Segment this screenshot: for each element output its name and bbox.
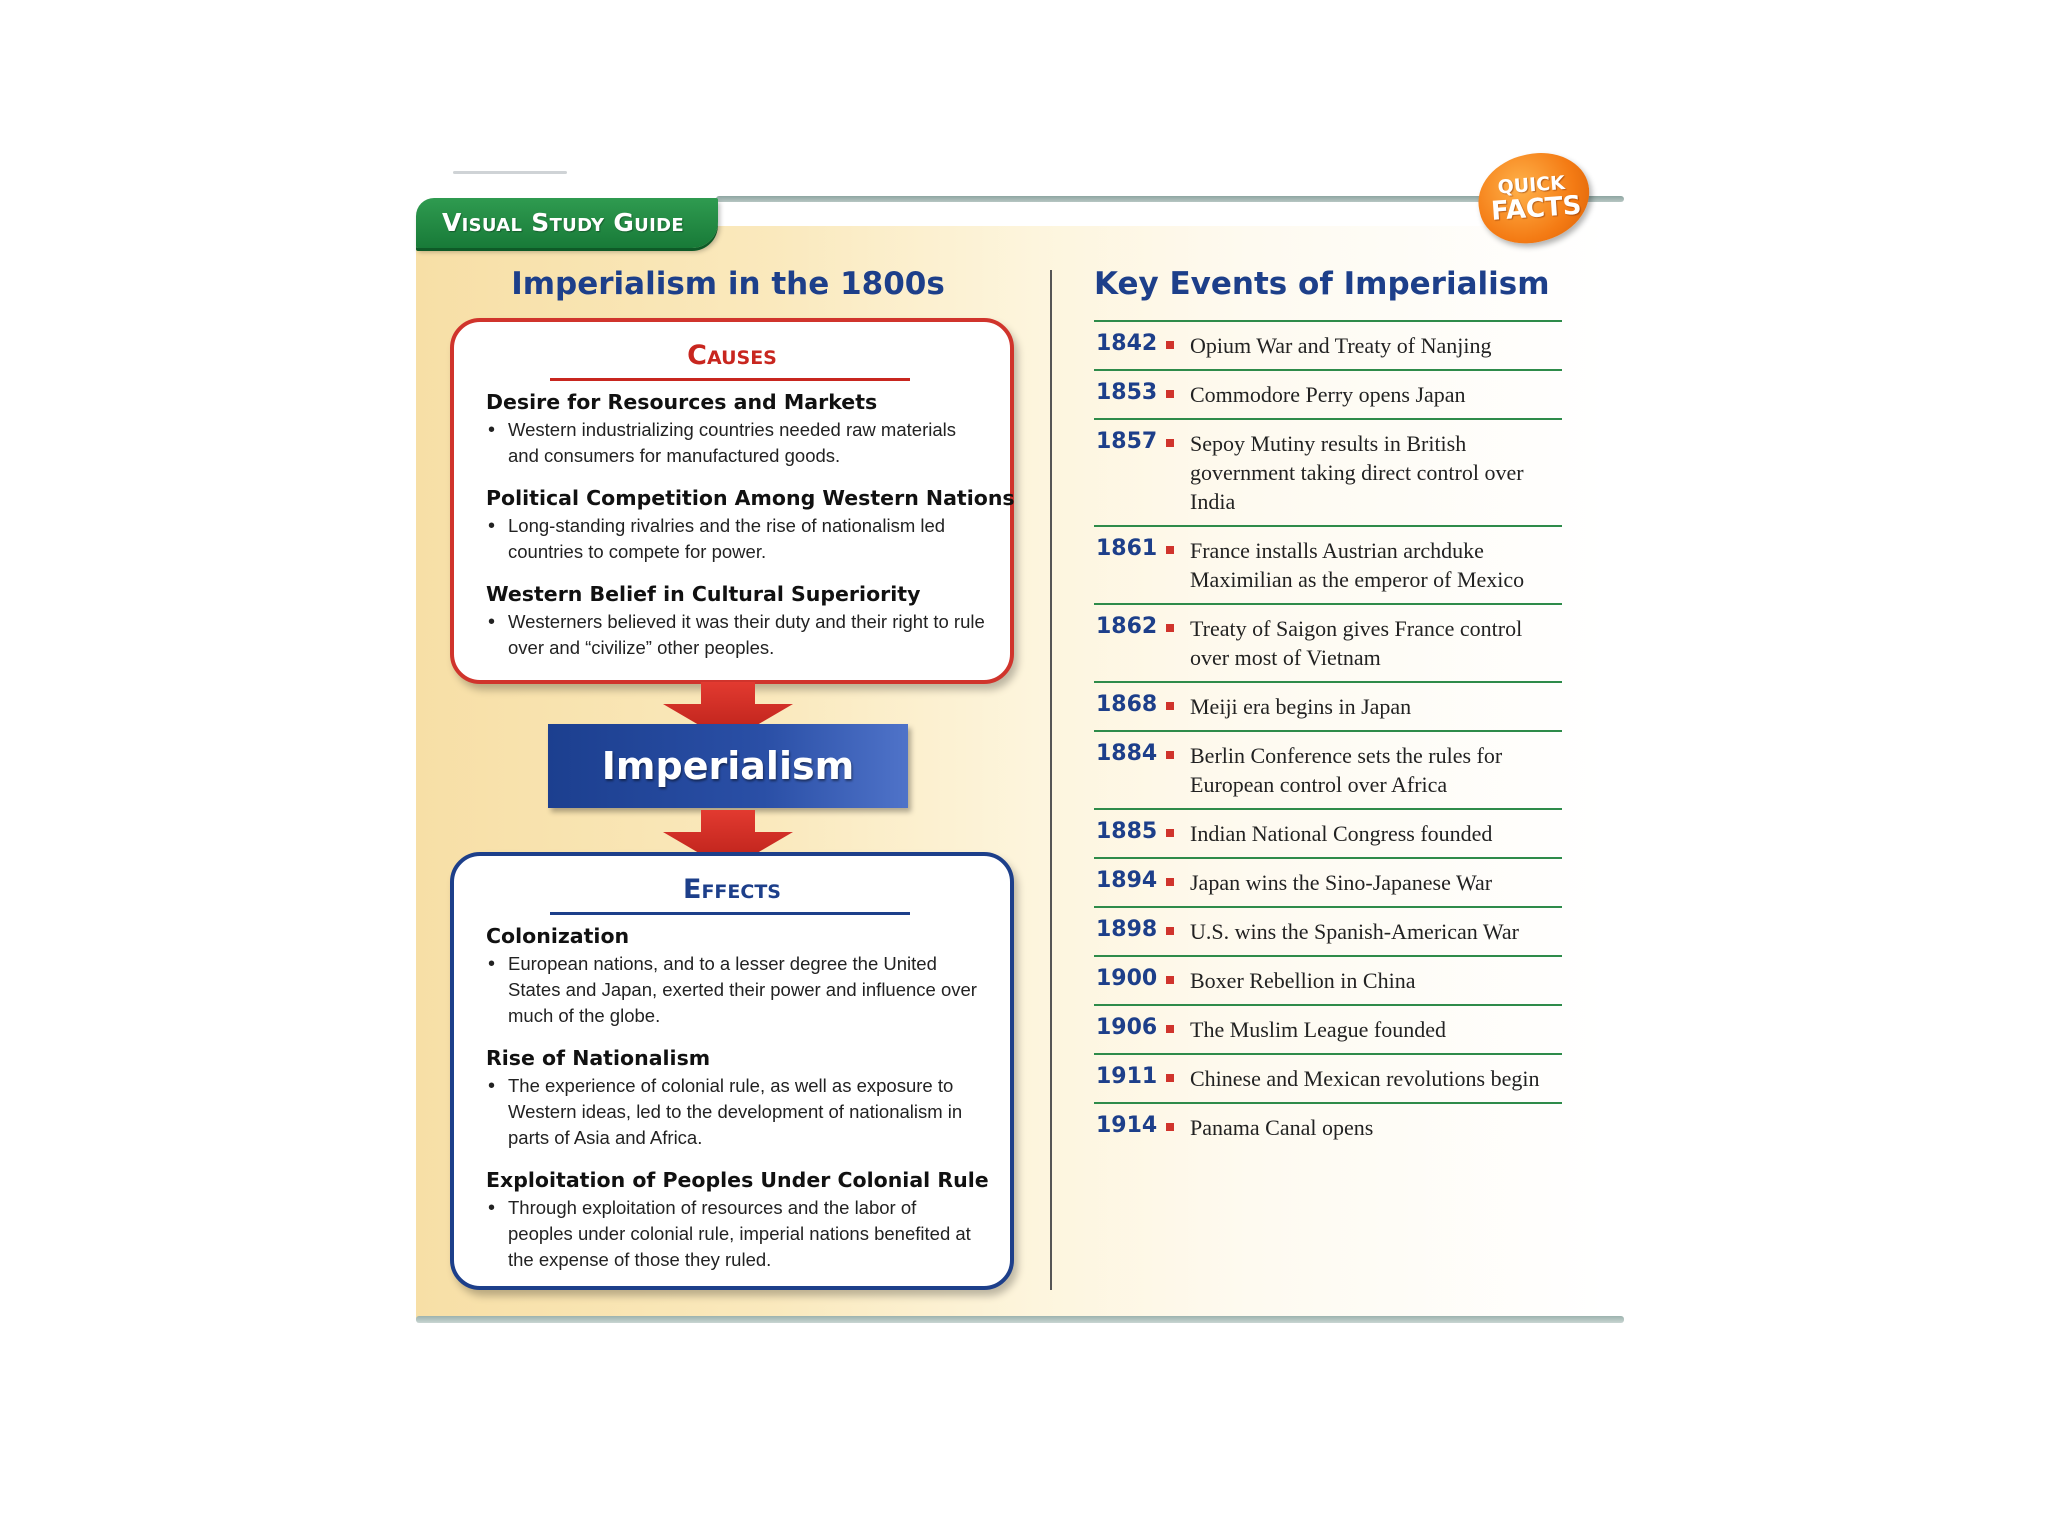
causes-heading: Causes [687, 340, 777, 371]
effects-box [450, 852, 1014, 1290]
event-row [1094, 1006, 1562, 1055]
event-row [1094, 810, 1562, 859]
bullet-square-icon [1166, 702, 1174, 710]
event-year: 1894 [1096, 868, 1158, 893]
badge-quick: QUICK [1496, 171, 1566, 199]
event-year: 1857 [1096, 429, 1158, 454]
event-text: Commodore Perry opens Japan [1190, 382, 1466, 407]
effect-bullet: • European nations, and to a lesser degree the United States and Japan, exerted their power and influence over much of the globe. [486, 951, 986, 1029]
event-text: The Muslim League founded [1190, 1017, 1446, 1042]
cause-title: Desire for Resources and Markets [486, 390, 878, 414]
event-text: Boxer Rebellion in China [1190, 968, 1416, 993]
event-row [1094, 1055, 1562, 1104]
bullet-square-icon [1166, 439, 1174, 447]
event-text: Meiji era begins in Japan [1190, 694, 1412, 719]
bullet-square-icon [1166, 1025, 1174, 1033]
cause-title: Western Belief in Cultural Superiority [486, 582, 921, 606]
event-row [1094, 957, 1562, 1006]
event-text: Opium War and Treaty of Nanjing [1190, 333, 1492, 358]
event-text: Sepoy Mutiny results in British government taking direct control over India [1190, 431, 1524, 514]
cause-title: Political Competition Among Western Nations [486, 486, 1015, 510]
cause-bullet: • Westerners believed it was their duty and their right to rule over and “civilize” other peoples. [486, 609, 986, 661]
event-year: 1861 [1096, 536, 1158, 561]
effect-section-colonization [486, 924, 986, 1029]
event-text: Treaty of Saigon gives France control over most of Vietnam [1190, 616, 1523, 670]
bullet-square-icon [1166, 341, 1174, 349]
imperialism-banner [548, 724, 908, 808]
effects-underline [550, 912, 910, 915]
effect-section-nationalism [486, 1046, 986, 1151]
event-year: 1885 [1096, 819, 1158, 844]
bullet-square-icon [1166, 390, 1174, 398]
badge-facts: FACTS [1490, 190, 1583, 227]
bullet-square-icon [1166, 546, 1174, 554]
event-year: 1898 [1096, 917, 1158, 942]
event-year: 1914 [1096, 1113, 1158, 1138]
effect-bullet: • The experience of colonial rule, as well as exposure to Western ideas, led to the development of nationalism in parts of Asia and Africa. [486, 1073, 986, 1151]
event-text: Chinese and Mexican revolutions begin [1190, 1066, 1540, 1091]
left-column-title: Imperialism in the 1800s [511, 266, 945, 302]
bullet-square-icon [1166, 878, 1174, 886]
event-text: Indian National Congress founded [1190, 821, 1493, 846]
event-row [1094, 420, 1562, 527]
effects-heading: Effects [683, 874, 781, 905]
event-row [1094, 371, 1562, 420]
bullet-square-icon [1166, 1074, 1174, 1082]
event-year: 1884 [1096, 741, 1158, 766]
effect-section-exploitation [486, 1168, 989, 1273]
imperialism-label: Imperialism [601, 744, 855, 788]
event-year: 1842 [1096, 331, 1158, 356]
effect-bullet: • Through exploitation of resources and the labor of peoples under colonial rule, imperial nations benefited at the expense of those they ruled. [486, 1195, 986, 1273]
event-text: Panama Canal opens [1190, 1115, 1374, 1140]
event-text: U.S. wins the Spanish-American War [1190, 919, 1519, 944]
event-row [1094, 732, 1562, 810]
effect-title: Exploitation of Peoples Under Colonial Rule [486, 1168, 989, 1192]
effect-title: Colonization [486, 924, 630, 948]
event-text: Berlin Conference sets the rules for European control over Africa [1190, 743, 1503, 797]
event-year: 1900 [1096, 966, 1158, 991]
key-events-list [1094, 320, 1562, 1151]
bullet-square-icon [1166, 751, 1174, 759]
bullet-square-icon [1166, 624, 1174, 632]
cause-bullet: • Western industrializing countries needed raw materials and consumers for manufactured goods. [486, 417, 986, 469]
right-column-title: Key Events of Imperialism [1094, 266, 1550, 302]
event-year: 1911 [1096, 1064, 1158, 1089]
bullet-square-icon [1166, 1123, 1174, 1131]
event-row [1094, 1104, 1562, 1151]
event-row [1094, 322, 1562, 371]
event-year: 1906 [1096, 1015, 1158, 1040]
event-text: Japan wins the Sino-Japanese War [1190, 870, 1493, 895]
event-year: 1853 [1096, 380, 1158, 405]
visual-study-guide-tab [416, 198, 718, 248]
effect-title: Rise of Nationalism [486, 1046, 711, 1070]
top-decor-line [453, 171, 567, 174]
bullet-square-icon [1166, 927, 1174, 935]
event-year: 1868 [1096, 692, 1158, 717]
cause-bullet: • Long-standing rivalries and the rise of nationalism led countries to compete for power. [486, 513, 986, 565]
event-row [1094, 859, 1562, 908]
cause-section-superiority [486, 582, 986, 661]
event-text: France installs Austrian archduke Maximilian as the emperor of Mexico [1190, 538, 1525, 592]
event-row [1094, 605, 1562, 683]
cause-section-resources [486, 390, 986, 469]
event-row [1094, 527, 1562, 605]
guide-tab-label: Visual Study Guide [442, 208, 684, 237]
causes-underline [550, 378, 910, 381]
bottom-rule [416, 1316, 1624, 1323]
causes-box [450, 318, 1014, 684]
bullet-square-icon [1166, 829, 1174, 837]
cause-section-competition [486, 486, 1015, 565]
column-divider [1050, 270, 1052, 1290]
event-year: 1862 [1096, 614, 1158, 639]
event-row [1094, 908, 1562, 957]
event-row [1094, 683, 1562, 732]
bullet-square-icon [1166, 976, 1174, 984]
